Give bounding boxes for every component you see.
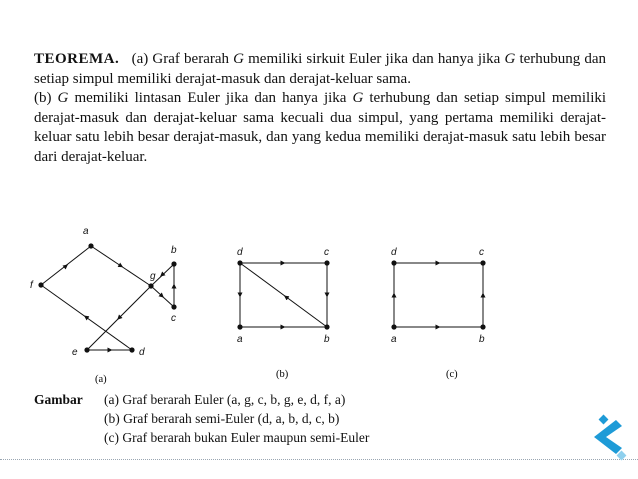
- sublabel-a: (a): [95, 374, 107, 385]
- label-b-a: a: [237, 334, 243, 345]
- node-c-a: [391, 324, 396, 329]
- graph-c: [394, 263, 483, 327]
- edge-b-b-d: [240, 263, 327, 327]
- theorem-b-var2: G: [352, 90, 364, 106]
- label-e: e: [72, 347, 78, 358]
- graph-c-nodes: [391, 260, 485, 329]
- node-c-c: [480, 260, 485, 265]
- label-d: d: [139, 347, 145, 358]
- caption-row-a: [34, 390, 574, 409]
- theorem-label: TEOREMA.: [34, 51, 120, 67]
- label-c-b: b: [479, 334, 485, 345]
- theorem-a-pre: (a) Graf berarah: [131, 51, 229, 67]
- node-c-d: [391, 260, 396, 265]
- label-b-b: b: [324, 334, 330, 345]
- node-c-b: [480, 324, 485, 329]
- caption-line-b: (b) Graf berarah semi-Euler (d, a, b, d, c, b): [104, 411, 340, 426]
- edge-g-c: [151, 286, 174, 307]
- node-b-c: [324, 260, 329, 265]
- node-b-a: [237, 324, 242, 329]
- label-b-d: d: [237, 247, 243, 258]
- theorem-b-post: terhubung dan setiap simpul memiliki derajat-masuk dan derajat-keluar sama kecuali dua simpul, yang pertama memiliki derajat-keluar satu lebih besar derajat-masuk, dan yang kedua memiliki derajat-masuk satu lebih besar dari derajat-keluar.: [34, 90, 607, 165]
- theorem-b-pre: (b): [34, 90, 52, 106]
- label-a: a: [83, 226, 89, 237]
- caption-row-b: [34, 409, 574, 428]
- chevron-left-logo-icon: [586, 412, 630, 462]
- theorem-b-var: G: [57, 90, 69, 106]
- theorem-b-mid: memiliki lintasan Euler jika dan hanya jika: [74, 90, 347, 106]
- figure-caption: [34, 390, 574, 447]
- edge-f-a: [41, 246, 91, 285]
- graph-a: [41, 246, 174, 350]
- edge-d-f: [41, 285, 132, 350]
- label-c-a: a: [391, 334, 397, 345]
- caption-line-a: (a) Graf berarah Euler (a, g, c, b, g, e, d, f, a): [104, 392, 346, 407]
- label-c: c: [171, 313, 176, 324]
- theorem-a-var2: G: [504, 51, 516, 67]
- graph-b: [240, 263, 327, 327]
- node-b-b: [324, 324, 329, 329]
- node-e: [84, 347, 89, 352]
- label-b-c: c: [324, 247, 329, 258]
- node-b: [171, 261, 176, 266]
- label-g: g: [150, 271, 156, 282]
- caption-head: Gambar: [34, 392, 83, 407]
- theorem-a-post: terhubung dan setiap simpul memiliki derajat-masuk dan derajat-keluar sama.: [34, 51, 607, 87]
- footer-divider: [0, 459, 638, 460]
- label-b: b: [171, 245, 177, 256]
- node-f: [38, 282, 43, 287]
- caption-row-c: [34, 428, 574, 447]
- caption-line-c: (c) Graf berarah bukan Euler maupun semi-Euler: [104, 430, 370, 445]
- label-c-d: d: [391, 247, 397, 258]
- theorem-a-var: G: [233, 51, 244, 67]
- node-g: [148, 283, 153, 288]
- node-b-d: [237, 260, 242, 265]
- theorem-a-mid: memiliki sirkuit Euler jika dan hanya jika: [248, 51, 501, 67]
- sublabel-c: (c): [446, 369, 458, 380]
- node-c: [171, 304, 176, 309]
- sublabel-b: (b): [276, 369, 289, 380]
- node-d: [129, 347, 134, 352]
- node-a: [88, 243, 93, 248]
- label-f: f: [30, 280, 33, 291]
- label-c-c: c: [479, 247, 484, 258]
